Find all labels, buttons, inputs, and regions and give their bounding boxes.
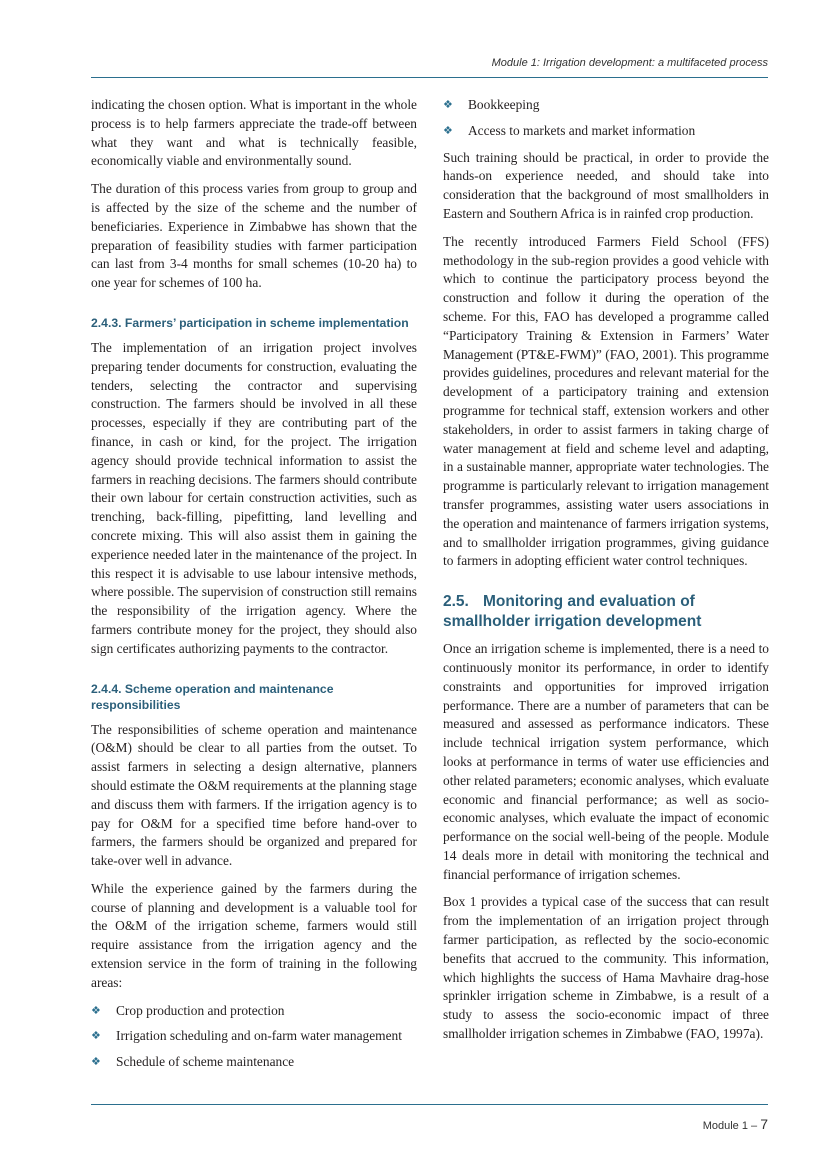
training-areas-list [91,1002,417,1072]
paragraph: The recently introduced Farmers Field School (FFS) methodology in the sub-region provides a good vehicle with which to continue the participatory process beyond the construction and follow it during the operation of the scheme. For this, FAO has developed a programme called “Participatory Training & Extension in Farmers’ Water Management (PT&E-FWM)” (FAO, 2001). This programme provides guidelines, procedures and relevant material for the development of a participatory training and extension programme for technical staff, extension workers and other stakeholders, in order to assist farmers in taking charge of water management at field and scheme level and adapting, in a sustainable manner, appropriate water technologies. The programme is particularly relevant to irrigation management transfer programmes, assisting water users associations in the operation and maintenance of farmers irrigation systems, and to smallholder irrigation programmes, giving guidance to farmers in adopting efficient water control techniques. [443,233,769,569]
header-rule [91,77,768,78]
training-areas-list-continued [443,96,769,141]
list-item-text: Crop production and protection [116,1002,285,1018]
left-column [91,96,417,1080]
right-column [443,96,769,1053]
list-item [91,1027,417,1046]
list-item [91,1053,417,1072]
paragraph: indicating the chosen option. What is important in the whole process is to help farmers appreciate the trade-off between what they want and what is technically feasible, economically viable and environmentally sound. [91,97,417,169]
list-item-text: Schedule of scheme maintenance [116,1054,295,1070]
diamond-bullet-icon: ❖ [91,1004,101,1017]
paragraph: Box 1 provides a typical case of the success that can result from the implementation of an irrigation project through farmer participation, as reflected by the socio-economic benefits that accrued to the community. This information, which highlights the success of Hama Mavhaire drag-hose sprinkler irrigation scheme in Zimbabwe, is a result of a study to assess the socio-economic impact of three smallholder irrigation schemes in Zimbabwe (FAO, 1997a). [443,894,769,1042]
diamond-bullet-icon: ❖ [443,124,453,137]
section-title: Monitoring and evaluation of smallholder irrigation development [443,593,702,631]
running-header: Module 1: Irrigation development: a multifaceted process [491,57,768,69]
diamond-bullet-icon: ❖ [91,1030,101,1043]
section-number: 2.5. [443,593,469,611]
footer-module-label: Module 1 – [702,1120,758,1132]
paragraph: Such training should be practical, in order to provide the hands-on experience needed, and should take into consideration that the background of most smallholders in Eastern and Southern Africa is in rainfed crop production. [443,149,769,221]
footer-rule [91,1104,768,1105]
list-item-text: Irrigation scheduling and on-farm water management [116,1028,402,1044]
diamond-bullet-icon: ❖ [443,99,453,111]
paragraph: The duration of this process varies from group to group and is affected by the size of the scheme and the number of beneficiaries. Experience in Zimbabwe has shown that the preparation of feasibility studies with farmer participation can last from 3-4 months for small schemes (10-20 ha) to one year for schemes of 100 ha. [91,181,417,291]
page-footer [703,1116,768,1132]
list-item [443,122,769,141]
section-heading-2-5 [443,592,769,632]
paragraph: The responsibilities of scheme operation and maintenance (O&M) should be clear to all parties from the outset. To assist farmers in selecting a design alternative, planners should estimate the O&M requirements at the planning stage and discuss them with farmers. If the irrigation agency is to pay for O&M for a specified time before hand-over to farmers, the farmers should be organized and prepared for take-over well in advance. [91,721,417,869]
list-item [91,1002,417,1021]
list-item-text: Bookkeeping [468,97,540,112]
paragraph: While the experience gained by the farmers during the course of planning and development is a valuable tool for the O&M of the irrigation scheme, farmers would still require assistance from the irrigation agency and the extension service in the form of training in the following areas: [91,880,417,990]
subsection-heading-2-4-4: 2.4.4. Scheme operation and maintenance responsibilities [91,681,334,712]
page-number: 7 [760,1116,768,1132]
paragraph: The implementation of an irrigation project involves preparing tender documents for construction, evaluating the tenders, selecting the contractor and supervising construction. The farmers should be involved in all these processes, especially if they are contributing part of the finance, in cash or kind, for the project. The irrigation agency should provide technical information to assist the farmers in reaching decisions. The farmers should contribute their own labour for certain construction activities, such as trenching, back-filling, pipefitting, land levelling and concrete mixing. This will also assist them in gaining the experience needed later in the maintenance of the project. In this respect it is advisable to use labour intensive methods, where possible. The supervision of construction still remains the responsibility of the irrigation agency. Where the farmers contribute money for the project, they should also sign certificates authorizing payments to the contractor. [91,339,417,656]
list-item-text: Access to markets and market information [468,122,696,138]
list-item [443,96,769,115]
subsection-heading-2-4-3: 2.4.3. Farmers’ participation in scheme implementation [91,315,409,330]
paragraph: Once an irrigation scheme is implemented, there is a need to continuously monitor its performance, in order to identify constraints and opportunities for improved irrigation performance. There are a number of parameters that can be measured and assessed as performance indicators. These include technical irrigation system performance, which looks at performance in terms of water use efficiencies and other related parameters; economic analyses, which evaluate economic and financial performance; as well as socio-economic analyses, which evaluate the impact of economic performance on the social well-being of the people. Module 14 deals more in detail with monitoring the technical and financial performance of irrigation schemes. [443,641,769,882]
diamond-bullet-icon: ❖ [91,1056,101,1069]
